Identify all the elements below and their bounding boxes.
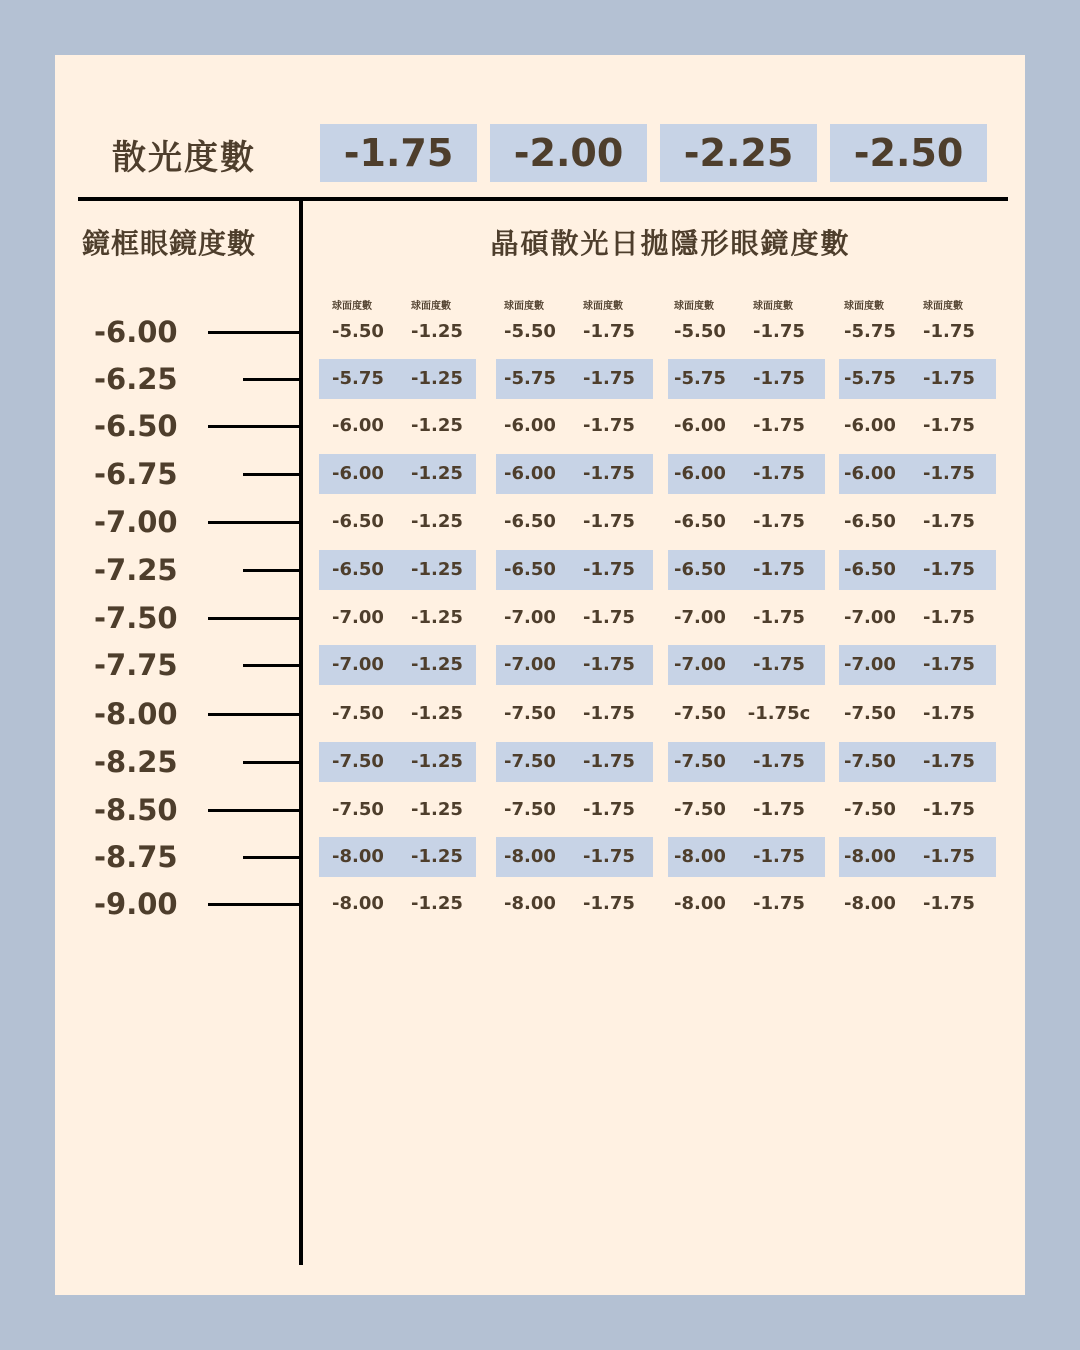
cylinder-value-cell: -1.25: [411, 846, 463, 867]
sphere-value-cell: -7.50: [674, 703, 726, 724]
sphere-value-cell: -6.50: [844, 559, 896, 580]
cylinder-value-cell: -1.25: [411, 368, 463, 389]
cylinder-value-3: -2.25: [660, 124, 817, 182]
cylinder-value-cell: -1.75: [923, 703, 975, 724]
frame-power-title: 鏡框眼鏡度數: [82, 227, 257, 260]
header-divider: [78, 197, 1008, 201]
sphere-value-cell: -7.50: [504, 799, 556, 820]
sphere-column-header: 球面度數: [504, 301, 544, 312]
sphere-value-cell: -7.00: [844, 607, 896, 628]
sphere-value-cell: -6.50: [674, 511, 726, 532]
cylinder-value-cell: -1.75: [583, 321, 635, 342]
cylinder-value-cell: -1.75: [923, 463, 975, 484]
cylinder-value-cell: -1.25: [411, 751, 463, 772]
cylinder-value-cell: -1.75: [753, 607, 805, 628]
cylinder-value-cell: -1.75: [583, 846, 635, 867]
sphere-value-cell: -8.00: [332, 893, 384, 914]
sphere-column-header: 球面度數: [923, 301, 963, 312]
cylinder-value-cell: -1.75: [753, 751, 805, 772]
frame-power-value: -7.25: [94, 553, 178, 587]
frame-power-value: -8.75: [94, 840, 178, 874]
sphere-value-cell: -8.00: [504, 846, 556, 867]
cylinder-value-cell: -1.75: [583, 463, 635, 484]
cylinder-value-cell: -1.75: [923, 893, 975, 914]
cylinder-value-cell: -1.75: [753, 415, 805, 436]
cylinder-value-cell: -1.75: [753, 846, 805, 867]
frame-power-tick: [208, 809, 300, 812]
cylinder-value-cell: -1.25: [411, 607, 463, 628]
frame-power-value: -6.75: [94, 457, 178, 491]
sphere-value-cell: -5.75: [504, 368, 556, 389]
cylinder-value-cell: -1.75: [753, 893, 805, 914]
frame-power-value: -7.00: [94, 505, 178, 539]
sphere-value-cell: -7.50: [844, 703, 896, 724]
sphere-value-cell: -8.00: [844, 893, 896, 914]
sphere-value-cell: -7.50: [844, 751, 896, 772]
cylinder-value-cell: -1.75: [583, 368, 635, 389]
sphere-value-cell: -5.50: [332, 321, 384, 342]
frame-power-tick: [243, 664, 300, 667]
contact-power-title: 晶碩散光日拋隱形眼鏡度數: [490, 227, 851, 260]
sphere-column-header: 球面度數: [411, 301, 451, 312]
sphere-value-cell: -6.00: [844, 415, 896, 436]
cylinder-value-4: -2.50: [830, 124, 987, 182]
sphere-column-header: 球面度數: [332, 301, 372, 312]
cylinder-value-cell: -1.75: [923, 607, 975, 628]
cylinder-label: 散光度數: [112, 138, 256, 178]
cylinder-value-cell: -1.75: [583, 559, 635, 580]
frame-power-value: -7.50: [94, 601, 178, 635]
sphere-value-cell: -5.75: [332, 368, 384, 389]
frame-power-tick: [243, 473, 300, 476]
frame-power-tick: [208, 425, 300, 428]
cylinder-value-cell: -1.25: [411, 463, 463, 484]
sphere-value-cell: -7.50: [332, 703, 384, 724]
sphere-value-cell: -6.50: [332, 511, 384, 532]
frame-power-tick: [243, 569, 300, 572]
sphere-value-cell: -6.00: [674, 415, 726, 436]
cylinder-value-cell: -1.75: [583, 654, 635, 675]
cylinder-value-cell: -1.75: [583, 607, 635, 628]
cylinder-value-cell: -1.75: [583, 511, 635, 532]
cylinder-value-cell: -1.75: [923, 751, 975, 772]
frame-power-value: -8.50: [94, 793, 178, 827]
sphere-value-cell: -7.50: [674, 799, 726, 820]
sphere-value-cell: -6.50: [674, 559, 726, 580]
cylinder-value-cell: -1.75: [923, 559, 975, 580]
cylinder-value-cell: -1.25: [411, 321, 463, 342]
frame-power-value: -8.00: [94, 697, 178, 731]
cylinder-value-cell: -1.75c: [747, 703, 811, 724]
cylinder-value-cell: -1.25: [411, 415, 463, 436]
cylinder-value-cell: -1.75: [923, 846, 975, 867]
cylinder-value-2: -2.00: [490, 124, 647, 182]
cylinder-value-cell: -1.75: [583, 751, 635, 772]
frame-power-tick: [243, 378, 300, 381]
frame-power-tick: [208, 331, 300, 334]
sphere-value-cell: -6.00: [674, 463, 726, 484]
sphere-column-header: 球面度數: [753, 301, 793, 312]
cylinder-value-cell: -1.25: [411, 654, 463, 675]
cylinder-value-cell: -1.75: [753, 654, 805, 675]
sphere-value-cell: -7.50: [844, 799, 896, 820]
sphere-value-cell: -6.00: [504, 415, 556, 436]
frame-power-tick: [208, 617, 300, 620]
cylinder-value-cell: -1.75: [753, 511, 805, 532]
frame-power-value: -6.50: [94, 409, 178, 443]
frame-power-value: -9.00: [94, 887, 178, 921]
sphere-column-header: 球面度數: [583, 301, 623, 312]
frame-power-tick: [243, 856, 300, 859]
frame-power-value: -7.75: [94, 648, 178, 682]
sphere-value-cell: -8.00: [674, 893, 726, 914]
sphere-value-cell: -7.50: [504, 751, 556, 772]
cylinder-value-1: -1.75: [320, 124, 477, 182]
sphere-value-cell: -6.00: [504, 463, 556, 484]
sphere-value-cell: -8.00: [674, 846, 726, 867]
cylinder-value-cell: -1.75: [753, 321, 805, 342]
cylinder-value-cell: -1.75: [923, 511, 975, 532]
cylinder-value-cell: -1.25: [411, 703, 463, 724]
cylinder-value-cell: -1.25: [411, 559, 463, 580]
cylinder-value-cell: -1.75: [583, 799, 635, 820]
frame-power-value: -6.00: [94, 315, 178, 349]
cylinder-value-cell: -1.75: [923, 415, 975, 436]
frame-power-value: -6.25: [94, 362, 178, 396]
sphere-value-cell: -6.50: [504, 559, 556, 580]
sphere-value-cell: -5.50: [504, 321, 556, 342]
sphere-value-cell: -7.00: [332, 654, 384, 675]
sphere-value-cell: -5.75: [674, 368, 726, 389]
sphere-value-cell: -8.00: [332, 846, 384, 867]
sphere-value-cell: -6.50: [332, 559, 384, 580]
sphere-value-cell: -6.00: [332, 463, 384, 484]
cylinder-value-cell: -1.75: [583, 893, 635, 914]
column-divider: [299, 199, 303, 1265]
sphere-value-cell: -5.75: [844, 321, 896, 342]
sphere-value-cell: -7.00: [844, 654, 896, 675]
cylinder-value-cell: -1.75: [753, 559, 805, 580]
cylinder-value-cell: -1.75: [923, 654, 975, 675]
frame-power-tick: [243, 761, 300, 764]
cylinder-value-cell: -1.75: [753, 799, 805, 820]
sphere-value-cell: -7.50: [504, 703, 556, 724]
frame-power-tick: [208, 903, 300, 906]
sphere-value-cell: -8.00: [504, 893, 556, 914]
sphere-value-cell: -8.00: [844, 846, 896, 867]
sphere-value-cell: -7.50: [332, 751, 384, 772]
frame-power-value: -8.25: [94, 745, 178, 779]
cylinder-value-cell: -1.25: [411, 893, 463, 914]
sphere-value-cell: -7.00: [504, 654, 556, 675]
sphere-value-cell: -7.50: [332, 799, 384, 820]
cylinder-value-cell: -1.75: [923, 368, 975, 389]
cylinder-value-cell: -1.75: [753, 368, 805, 389]
sphere-column-header: 球面度數: [844, 301, 884, 312]
sphere-value-cell: -7.00: [674, 607, 726, 628]
cylinder-value-cell: -1.25: [411, 799, 463, 820]
sphere-column-header: 球面度數: [674, 301, 714, 312]
cylinder-value-cell: -1.75: [583, 415, 635, 436]
cylinder-value-cell: -1.75: [753, 463, 805, 484]
sphere-value-cell: -7.00: [332, 607, 384, 628]
sphere-value-cell: -7.50: [674, 751, 726, 772]
cylinder-value-cell: -1.75: [923, 799, 975, 820]
sphere-value-cell: -5.50: [674, 321, 726, 342]
sphere-value-cell: -6.00: [332, 415, 384, 436]
sphere-value-cell: -6.50: [504, 511, 556, 532]
cylinder-value-cell: -1.25: [411, 511, 463, 532]
sphere-value-cell: -6.00: [844, 463, 896, 484]
cylinder-value-cell: -1.75: [923, 321, 975, 342]
frame-power-tick: [208, 521, 300, 524]
sphere-value-cell: -5.75: [844, 368, 896, 389]
sphere-value-cell: -7.00: [504, 607, 556, 628]
sphere-value-cell: -7.00: [674, 654, 726, 675]
cylinder-value-cell: -1.75: [583, 703, 635, 724]
sphere-value-cell: -6.50: [844, 511, 896, 532]
frame-power-tick: [208, 713, 300, 716]
